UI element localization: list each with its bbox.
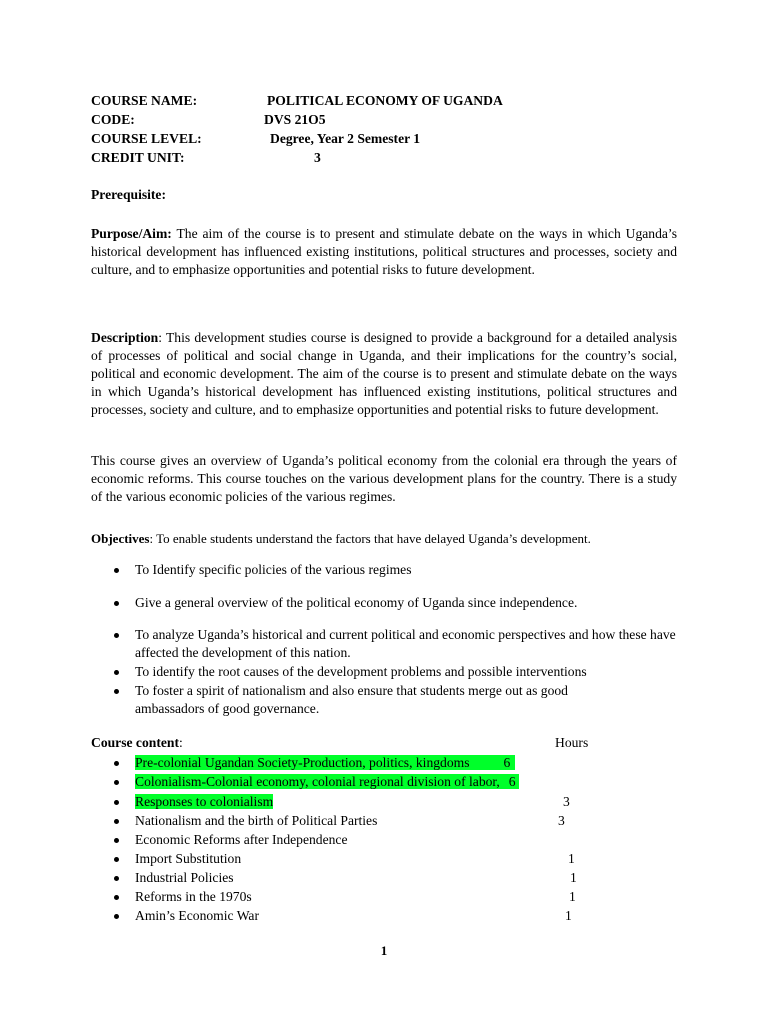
- bullet-icon: [114, 780, 119, 785]
- bullet-icon: [114, 876, 119, 881]
- purpose-text: The aim of the course is to present and stimulate debate on the ways in which Uganda’s historical development has influenced existing institutions, political structures and processes, society and culture, and to emphasize opportunities and potential risks to future development.: [91, 226, 677, 277]
- bullet-icon: [114, 819, 119, 824]
- credit-unit-label: CREDIT UNIT:: [91, 150, 185, 165]
- purpose-paragraph: [91, 225, 677, 279]
- objectives-label: Objectives: [91, 531, 150, 546]
- bullet-icon: [114, 857, 119, 862]
- bullet-icon: [114, 838, 119, 843]
- credit-unit-value: 3: [314, 150, 321, 165]
- content-hours: 1: [565, 908, 572, 923]
- bullet-icon: [114, 761, 119, 766]
- content-hours: 6: [470, 755, 516, 770]
- page-number: 1: [380, 943, 388, 958]
- content-hours: 3: [558, 813, 565, 828]
- course-content-label: Course content: [91, 735, 179, 750]
- prerequisite-label: Prerequisite:: [91, 187, 166, 202]
- bullet-icon: [114, 568, 119, 573]
- course-name-label: COURSE NAME:: [91, 93, 198, 108]
- bullet-icon: [114, 800, 119, 805]
- course-content-heading: Course content:: [91, 735, 183, 750]
- objectives-paragraph: [91, 531, 591, 547]
- content-hours: 1: [570, 870, 577, 885]
- objective-item: To foster a spirit of nationalism and also ensure that students merge out as good ambassadors of good governance.: [91, 682, 691, 718]
- hours-label: Hours: [555, 735, 589, 750]
- content-hours: 1: [569, 889, 576, 904]
- document-page: COURSE NAME: POLITICAL ECONOMY OF UGANDA CODE: DVS 21O5 COURSE LEVEL: Degree, Year 2 Semester 1 CREDIT UNIT: 3 Prerequisite: Purpose/Aim: The aim of the course is to present and stimulate debate on the ways in which Uganda’s historical development has influenced existing institutions, political structures and processes, society and culture, and to emphasize opportunities and potential risks to future development. Description: This development studies course is designed to provide a background for a detailed analysis of processes of political and social change in Uganda, and their implications for the country’s social, political and economic development. The aim of the course is to present and stimulate debate on the ways in which Uganda’s historical development has influenced existing institutions, political structures and processes, society and culture, and to emphasize opportunities and potential risks to future development. This course gives an overview of Uganda’s political economy from the colonial era through the years of economic reforms. This course touches on the various development plans for the country. There is a study of the various economic policies of the various regimes. Objectives: To enable students understand the factors that have delayed Uganda’s development. To Identify specific policies of the various regimes Give a general overview of the political economy of Uganda since independence. To analyze Uganda’s historical and current political and economic perspectives and how these have affected the development of this nation. To identify the root causes of the development problems and possible interventions To foster a spirit of nationalism and also ensure that students merge out as good ambassadors of good governance. Course content: Hours Pre-colonial Ugandan Society-Production, politics, kingdoms 6 Colonialism-Colonial economy, colonial regional division of labor, 6 Responses to colonialism 3 Nationalism and the birth of Political Parties 3 Economic Reforms after Independence Import Substitution 1 Industrial Policies 1 Reforms in the 1970s 1 Amin’s Economic War 1 1: [0, 0, 768, 1024]
- course-level-value: Degree, Year 2 Semester 1: [270, 131, 421, 146]
- code-label: CODE:: [91, 112, 135, 127]
- bullet-icon: [114, 670, 119, 675]
- overview-paragraph: This course gives an overview of Uganda’s political economy from the colonial era through the years of economic reforms. This course touches on the various development plans for the country. There is a study of the various economic policies of the various regimes.: [91, 453, 677, 504]
- objectives-text: : To enable students understand the factors that have delayed Uganda’s development.: [149, 531, 591, 546]
- description-paragraph: [91, 329, 677, 419]
- bullet-icon: [114, 914, 119, 919]
- course-name-value: POLITICAL ECONOMY OF UGANDA: [267, 93, 503, 108]
- bullet-icon: [114, 689, 119, 694]
- objective-item: To analyze Uganda’s historical and current political and economic perspectives and how these have affected the development of this nation.: [91, 626, 691, 662]
- code-value: DVS 21O5: [264, 112, 326, 127]
- content-hours: 3: [563, 794, 570, 809]
- description-label: Description: [91, 330, 159, 345]
- purpose-label: Purpose/Aim:: [91, 226, 172, 241]
- content-hours: 1: [568, 851, 575, 866]
- content-hours: 6: [500, 774, 519, 789]
- bullet-icon: [114, 633, 119, 638]
- description-text: : This development studies course is designed to provide a background for a detailed analysis of processes of political and social change in Uganda, and their implications for the country’s social, political and economic development. The aim of the course is to present and stimulate debate on the ways in which Uganda’s historical development has influenced existing institutions, political structures and processes, society and culture, and to emphasize opportunities and potential risks to future development.: [91, 330, 677, 417]
- course-level-label: COURSE LEVEL:: [91, 131, 202, 146]
- bullet-icon: [114, 601, 119, 606]
- bullet-icon: [114, 895, 119, 900]
